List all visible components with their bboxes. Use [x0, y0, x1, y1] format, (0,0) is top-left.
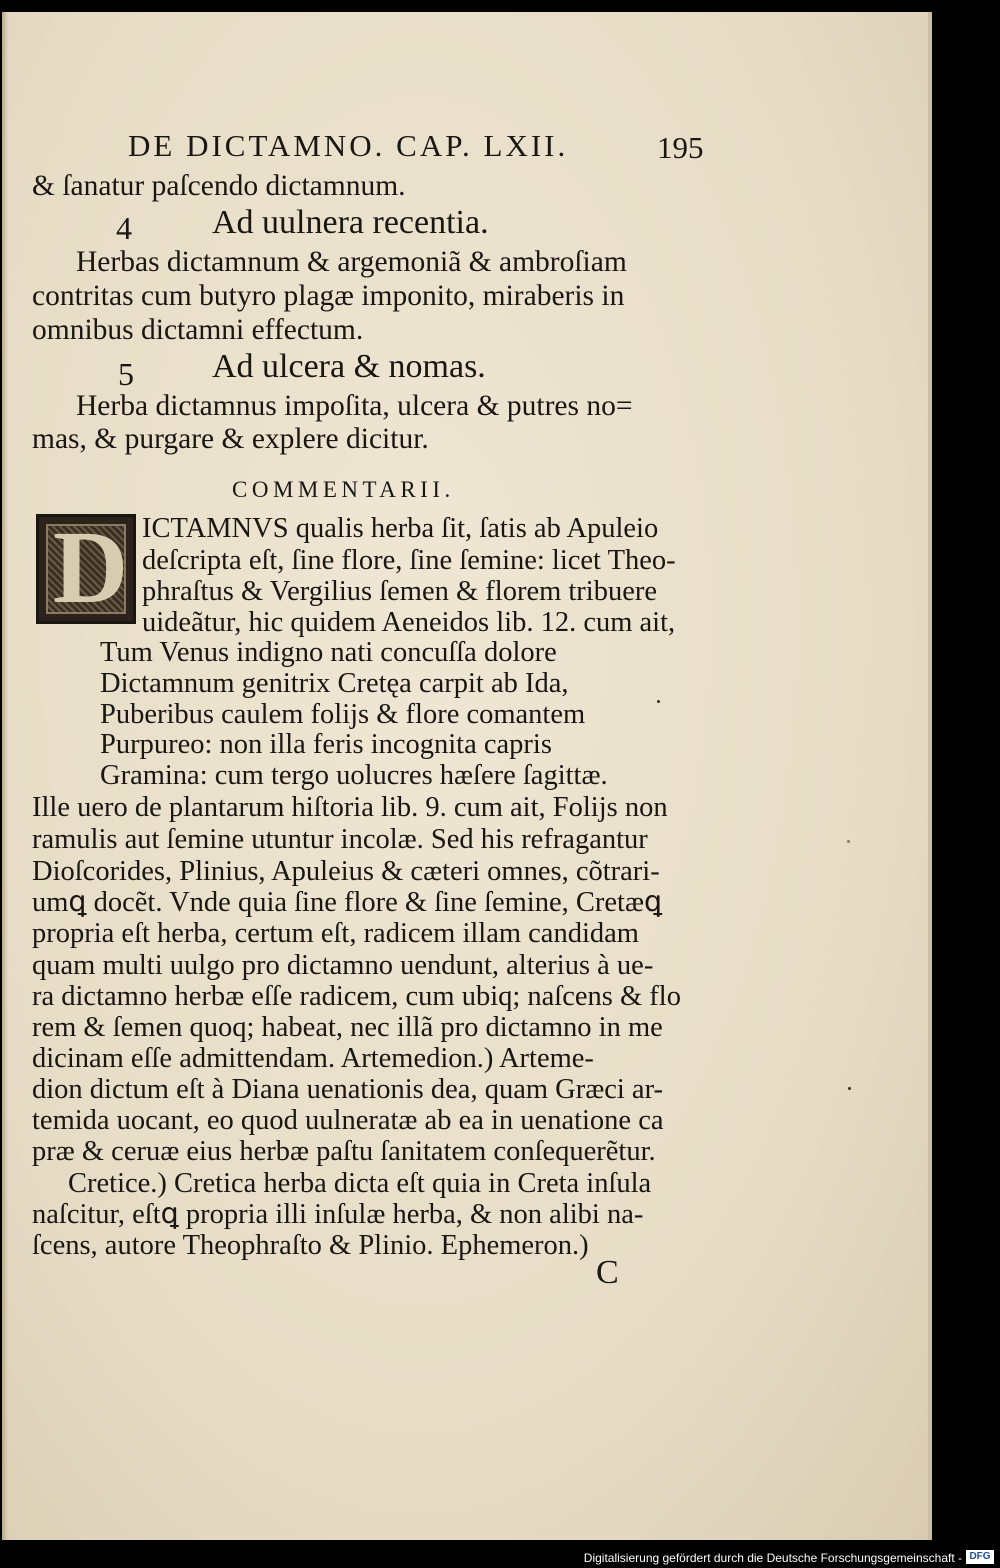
section-heading: Ad ulcera & nomas. — [212, 348, 486, 385]
commentary-line: quam multi uulgo pro dictamno uendunt, alterius à ue- — [32, 950, 654, 981]
commentary-line: ramulis aut ſemine utuntur incolæ. Sed his refragantur — [32, 824, 648, 855]
commentary-line: phraſtus & Vergilius ſemen & florem tribuere — [142, 576, 658, 607]
body-line: Herbas dictamnum & argemoniã & ambroſiam — [76, 246, 627, 278]
commentary-line: rem & ſemen quoq; habeat, nec illã pro dictamno in me — [32, 1012, 663, 1043]
commentary-line: temida uocant, eo quod uulneratæ ab ea in uenatione ca — [32, 1105, 664, 1136]
catchword: C — [596, 1254, 619, 1291]
commentary-line: Cretice.) Cretica herba dicta eſt quia in Creta inſula — [68, 1168, 652, 1199]
page-spine-shadow — [2, 12, 8, 1540]
decorated-initial — [36, 510, 136, 625]
commentary-line: naſcitur, eſtꝗ propria illi inſulæ herba, & non alibi na- — [32, 1199, 644, 1230]
verse-line: Purpureo: non illa feris incognita capris — [100, 729, 552, 760]
ink-speck — [847, 840, 850, 843]
commentary-line: ra dictamno herbæ eſſe radicem, cum ubiq; naſcens & flo — [32, 981, 681, 1012]
book-page — [2, 12, 932, 1540]
commentary-line: Ille uero de plantarum hiſtoria lib. 9. cum ait, Folijs non — [32, 792, 668, 823]
section-heading: Ad uulnera recentia. — [212, 204, 489, 241]
initial-letter: D — [53, 510, 129, 625]
running-head: DE DICTAMNO. CAP. LXII. — [128, 128, 569, 163]
commentary-line: Dioſcorides, Plinius, Apuleius & cæteri omnes, cõtrari- — [32, 856, 660, 887]
footer-credit: Digitalisierung gefördert durch die Deutsche Forschungsgemeinschaft - — [583, 1551, 962, 1565]
body-line: mas, & purgare & explere dicitur. — [32, 423, 429, 455]
commentary-line: umꝗ docẽt. Vnde quia ſine flore & ſine ſemine, Cretæꝗ — [32, 887, 663, 918]
section-number: 4 — [116, 210, 132, 246]
section-number: 5 — [118, 356, 134, 392]
commentary-line: dion dictum eſt à Diana uenationis dea, quam Græci ar- — [32, 1074, 663, 1105]
commentary-line: ſcens, autore Theophraſto & Plinio. Ephemeron.) — [32, 1230, 589, 1261]
verse-line: Puberibus caulem folijs & flore comantem — [100, 699, 586, 730]
page-number: 195 — [657, 130, 704, 165]
commentary-line: ICTAMNVS qualis herba ſit, ſatis ab Apuleio — [142, 513, 659, 544]
body-line: omnibus dictamni effectum. — [32, 314, 364, 346]
verse-line: Gramina: cum tergo uolucres hæſere ſagittæ. — [100, 760, 608, 791]
verse-line: Tum Venus indigno nati concuſſa dolore — [100, 637, 557, 668]
commentary-line: uideãtur, hic quidem Aeneidos lib. 12. cum ait, — [142, 607, 676, 638]
commentary-line: deſcripta eſt, ſine flore, ſine ſemine: licet Theo- — [142, 545, 676, 576]
ink-speck — [657, 700, 660, 703]
commentary-heading: COMMENTARII. — [232, 477, 455, 502]
verse-line: Dictamnum genitrix Cretęa carpit ab Ida, — [100, 668, 569, 699]
body-line: & ſanatur paſcendo dictamnum. — [32, 170, 406, 202]
dfg-logo[interactable]: DFG — [966, 1550, 994, 1564]
commentary-line: propria eſt herba, certum eſt, radicem illam candidam — [32, 918, 639, 949]
body-line: Herba dictamnus impoſita, ulcera & putres no= — [76, 390, 633, 422]
ink-speck — [848, 1087, 851, 1090]
commentary-line: dicinam eſſe admittendam. Artemedion.) Arteme- — [32, 1043, 594, 1074]
commentary-line: præ & ceruæ eius herbæ paſtu ſanitatem conſequerẽtur. — [32, 1136, 656, 1167]
body-line: contritas cum butyro plagæ imponito, miraberis in — [32, 280, 625, 312]
